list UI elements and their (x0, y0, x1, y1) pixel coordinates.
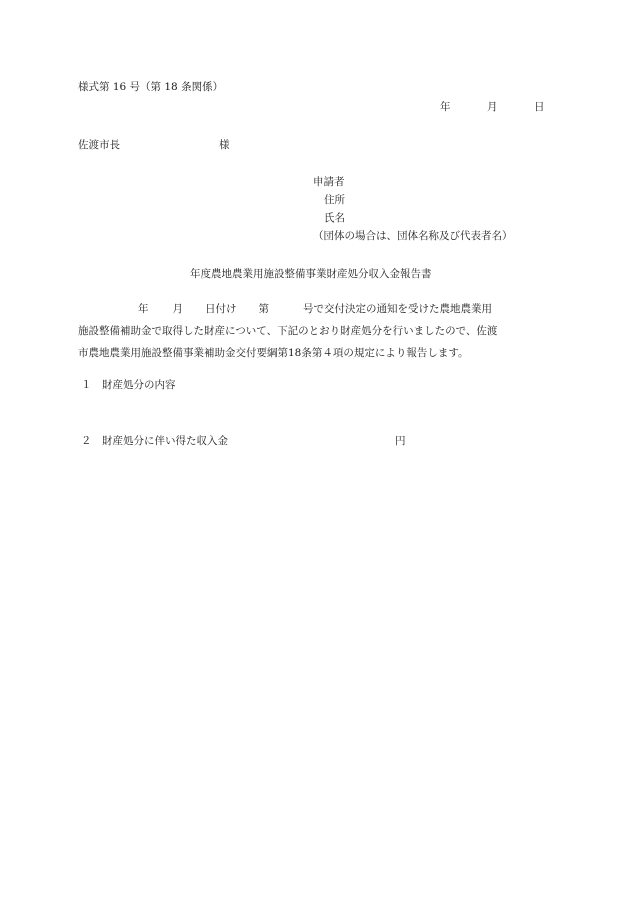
body-year-label: 年 (138, 303, 149, 315)
body-line-1-rest: 号で交付決定の通知を受けた農地農業用 (303, 303, 492, 315)
body-line-1 (78, 298, 546, 320)
addressee-name: 佐渡市長 (78, 139, 120, 151)
applicant-heading: 申請者 (313, 176, 345, 188)
addressee-honorific: 様 (219, 139, 230, 151)
body-dated-label: 日付け (205, 303, 237, 315)
body-number-prefix: 第 (258, 303, 269, 315)
applicant-group-note: （団体の場合は、団体名称及び代表者名） (313, 230, 513, 242)
body-line-2: 施設整備補助金で取得した財産について、下記のとおり財産処分を行いましたので、佐渡 (78, 325, 498, 337)
date-month-label: 月 (487, 101, 498, 113)
body-month-label: 月 (172, 303, 183, 315)
applicant-name-label: 氏名 (324, 212, 345, 224)
item-2-yen-unit: 円 (395, 435, 406, 447)
form-number-label: 様式第 16 号（第 18 条関係） (78, 81, 224, 93)
item-1-number: １ (81, 379, 92, 391)
item-1-label: 財産処分の内容 (102, 379, 176, 391)
date-day-label: 日 (534, 101, 545, 113)
date-year-label: 年 (440, 101, 451, 113)
item-2-label: 財産処分に伴い得た収入金 (102, 435, 228, 447)
document-title: 年度農地農業用施設整備事業財産処分収入金報告書 (190, 268, 432, 280)
item-2-number: ２ (81, 435, 92, 447)
applicant-address-label: 住所 (324, 194, 345, 206)
report-body (78, 298, 546, 364)
body-line-3: 市農地農業用施設整備事業補助金交付要綱第18条第４項の規定により報告します。 (78, 347, 469, 359)
